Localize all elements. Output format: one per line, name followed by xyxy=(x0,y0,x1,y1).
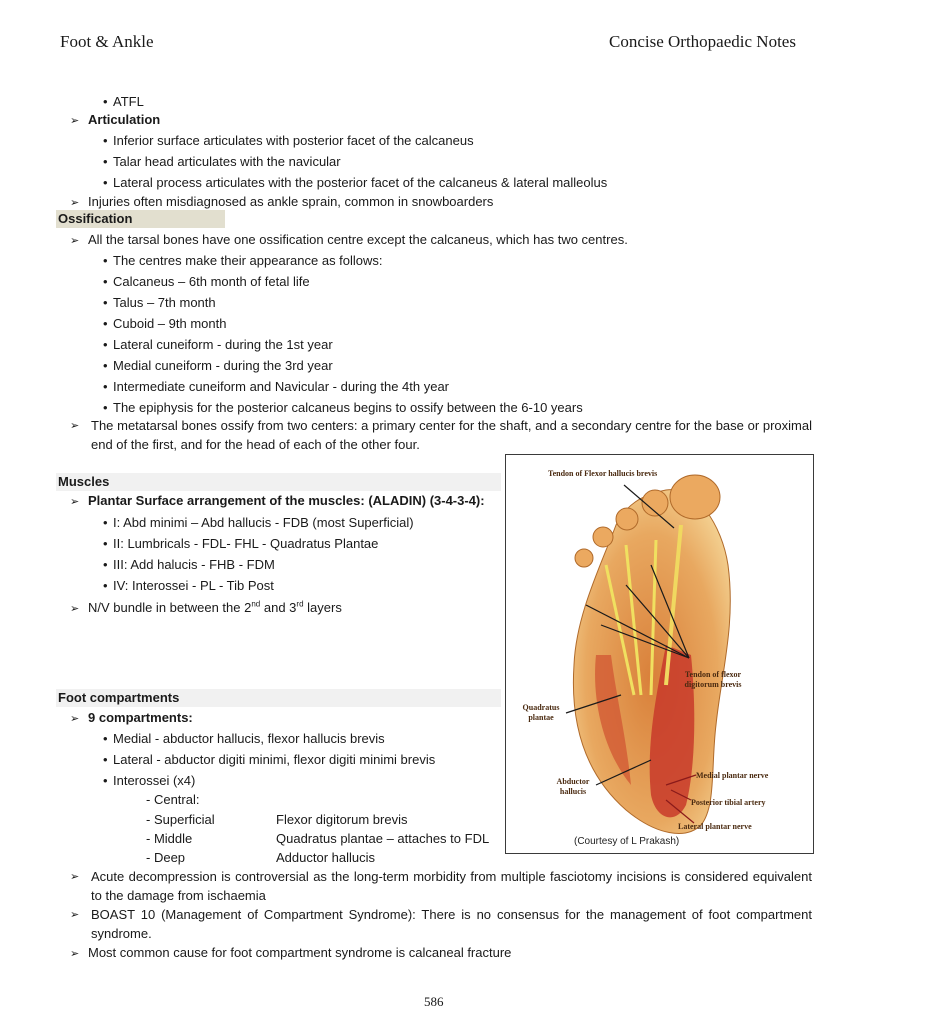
point xyxy=(70,231,628,250)
muscle-cell: Adductor hallucis xyxy=(276,850,375,865)
list-item: • Lateral - abductor digiti minimi, flexor digiti minimi brevis xyxy=(103,752,436,767)
list-item: - Central: xyxy=(146,792,200,807)
list-item: • Lateral cuneiform - during the 1st year xyxy=(103,337,333,352)
item-text: Interossei (x4) xyxy=(113,773,196,788)
section-title-foot-compartments: Foot compartments xyxy=(56,689,501,707)
item-text: Medial - abductor hallucis, flexor hallucis brevis xyxy=(113,731,385,746)
figure-credit: (Courtesy of L Prakash) xyxy=(574,836,680,847)
list-item: • III: Add halucis - FHB - FDM xyxy=(103,557,275,572)
section-subheading xyxy=(70,709,193,728)
arrow-bullet-icon: ➢ xyxy=(70,235,80,247)
label-medial-plantar-nerve: Medial plantar nerve xyxy=(696,771,769,780)
list-item: • Inferior surface articulates with posterior facet of the calcaneus xyxy=(103,133,474,148)
list-item: • I: Abd minimi – Abd hallucis - FDB (most Superficial) xyxy=(103,515,414,530)
item-text: Intermediate cuneiform and Navicular - during the 4th year xyxy=(113,379,450,394)
arrow-bullet-icon: ➢ xyxy=(70,948,80,960)
label-lateral-plantar-nerve: Lateral plantar nerve xyxy=(678,822,752,831)
layer-cell: Superficial xyxy=(153,812,215,827)
point-text: Injuries often misdiagnosed as ankle sprain, common in snowboarders xyxy=(88,194,494,209)
list-item: • The centres make their appearance as follows: xyxy=(103,253,383,268)
point xyxy=(70,416,812,454)
section-subheading xyxy=(70,492,485,511)
point xyxy=(70,596,342,618)
item-text: Central: xyxy=(153,792,200,807)
item-text: Lateral cuneiform - during the 1st year xyxy=(113,337,333,352)
point-text: BOAST 10 (Management of Compartment Syndrome): There is no consensus for the management of foot compartment syndrome. xyxy=(91,907,812,941)
list-item: • Calcaneus – 6th month of fetal life xyxy=(103,274,310,289)
item-text: Calcaneus – 6th month of fetal life xyxy=(113,274,310,289)
label-quadratus-plantae: Quadratus plantae xyxy=(522,703,560,722)
item-text: Cuboid – 9th month xyxy=(113,316,227,331)
list-item: • IV: Interossei - PL - Tib Post xyxy=(103,578,274,593)
item-text: The centres make their appearance as follows: xyxy=(113,253,383,268)
section-title-ossification: Ossification xyxy=(56,210,225,228)
item-text: Talus – 7th month xyxy=(113,295,216,310)
arrow-bullet-icon: ➢ xyxy=(70,909,80,921)
muscle-cell: Flexor digitorum brevis xyxy=(276,812,408,827)
header-left: Foot & Ankle xyxy=(60,32,154,51)
point xyxy=(70,905,812,943)
page-number: 586 xyxy=(424,994,444,1009)
list-item: • Talus – 7th month xyxy=(103,295,216,310)
list-item: • Lateral process articulates with the posterior facet of the calcaneus & lateral malleolus xyxy=(103,175,608,190)
label-abductor-hallucis: Abductor hallucis xyxy=(556,777,590,796)
list-item: • The epiphysis for the posterior calcaneus begins to ossify between the 6-10 years xyxy=(103,400,583,415)
list-item: • Intermediate cuneiform and Navicular - during the 4th year xyxy=(103,379,450,394)
arrow-bullet-icon: ➢ xyxy=(70,713,80,725)
layer-cell: Middle xyxy=(153,831,193,846)
item-text: The epiphysis for the posterior calcaneus begins to ossify between the 6-10 years xyxy=(113,400,583,415)
item-text: IV: Interossei - PL - Tib Post xyxy=(113,578,274,593)
point-text: Most common cause for foot compartment syndrome is calcaneal fracture xyxy=(88,945,512,960)
item-text: Lateral - abductor digiti minimi, flexor digiti minimi brevis xyxy=(113,752,436,767)
label-posterior-tibial-artery: Posterior tibial artery xyxy=(691,798,766,807)
arrow-bullet-icon: ➢ xyxy=(70,115,80,127)
muscle-cell: Quadratus plantae – attaches to FDL xyxy=(276,831,490,846)
section-title-muscles: Muscles xyxy=(56,473,501,491)
arrow-bullet-icon: ➢ xyxy=(70,496,80,508)
item-text: Talar head articulates with the navicular xyxy=(113,154,341,169)
layer-cell: Deep xyxy=(153,850,186,865)
list-item: • II: Lumbricals - FDL- FHL - Quadratus Plantae xyxy=(103,536,379,551)
list-item: • Medial - abductor hallucis, flexor hallucis brevis xyxy=(103,731,385,746)
item-text: Medial cuneiform - during the 3rd year xyxy=(113,358,333,373)
item-text: I: Abd minimi – Abd hallucis - FDB (most Superficial) xyxy=(113,515,414,530)
table-row: - Deep xyxy=(146,850,186,865)
point-text: The metatarsal bones ossify from two centers: a primary center for the shaft, and a secondary centre for the base or proximal end of the first, and for the head of each of the other four. xyxy=(91,418,812,452)
section-subheading xyxy=(70,111,160,130)
muscles-heading: Plantar Surface arrangement of the muscles: (ALADIN) (3-4-3-4): xyxy=(88,493,485,508)
articulation-heading: Articulation xyxy=(88,112,161,127)
item-text: ATFL xyxy=(113,94,144,109)
compartments-heading: 9 compartments: xyxy=(88,710,193,725)
item-text: Inferior surface articulates with posterior facet of the calcaneus xyxy=(113,133,474,148)
arrow-bullet-icon: ➢ xyxy=(70,871,80,883)
list-item: • Talar head articulates with the navicular xyxy=(103,154,341,169)
nv-text: N/V bundle in between the 2nd and 3rd layers xyxy=(88,600,342,616)
point xyxy=(70,944,511,963)
list-item: • Interossei (x4) xyxy=(103,773,196,788)
item-text: II: Lumbricals - FDL- FHL - Quadratus Plantae xyxy=(113,536,379,551)
point-text: Acute decompression is controversial as the long-term morbidity from multiple fasciotomy incisions is considered equivalent to the damage from ischaemia xyxy=(91,869,812,903)
arrow-bullet-icon: ➢ xyxy=(70,420,80,432)
label-flexor-hallucis-brevis: Tendon of Flexor hallucis brevis xyxy=(548,469,658,478)
item-text: III: Add halucis - FHB - FDM xyxy=(113,557,275,572)
item-text: Lateral process articulates with the posterior facet of the calcaneus & lateral malleolus xyxy=(113,175,608,190)
foot-anatomy-figure xyxy=(505,454,814,854)
arrow-bullet-icon: ➢ xyxy=(70,197,80,209)
label-flexor-digitorum-brevis: Tendon of flexor digitorum brevis xyxy=(684,670,742,689)
list-item: • Medial cuneiform - during the 3rd year xyxy=(103,358,333,373)
table-row: - Superficial xyxy=(146,812,215,827)
list-item: • ATFL xyxy=(103,94,144,109)
point xyxy=(70,867,812,905)
arrow-bullet-icon: ➢ xyxy=(70,603,80,616)
table-row: - Middle xyxy=(146,831,193,846)
point-text: All the tarsal bones have one ossification centre except the calcaneus, which has two centres. xyxy=(88,232,628,247)
header-right: Concise Orthopaedic Notes xyxy=(609,32,796,51)
list-item: • Cuboid – 9th month xyxy=(103,316,227,331)
